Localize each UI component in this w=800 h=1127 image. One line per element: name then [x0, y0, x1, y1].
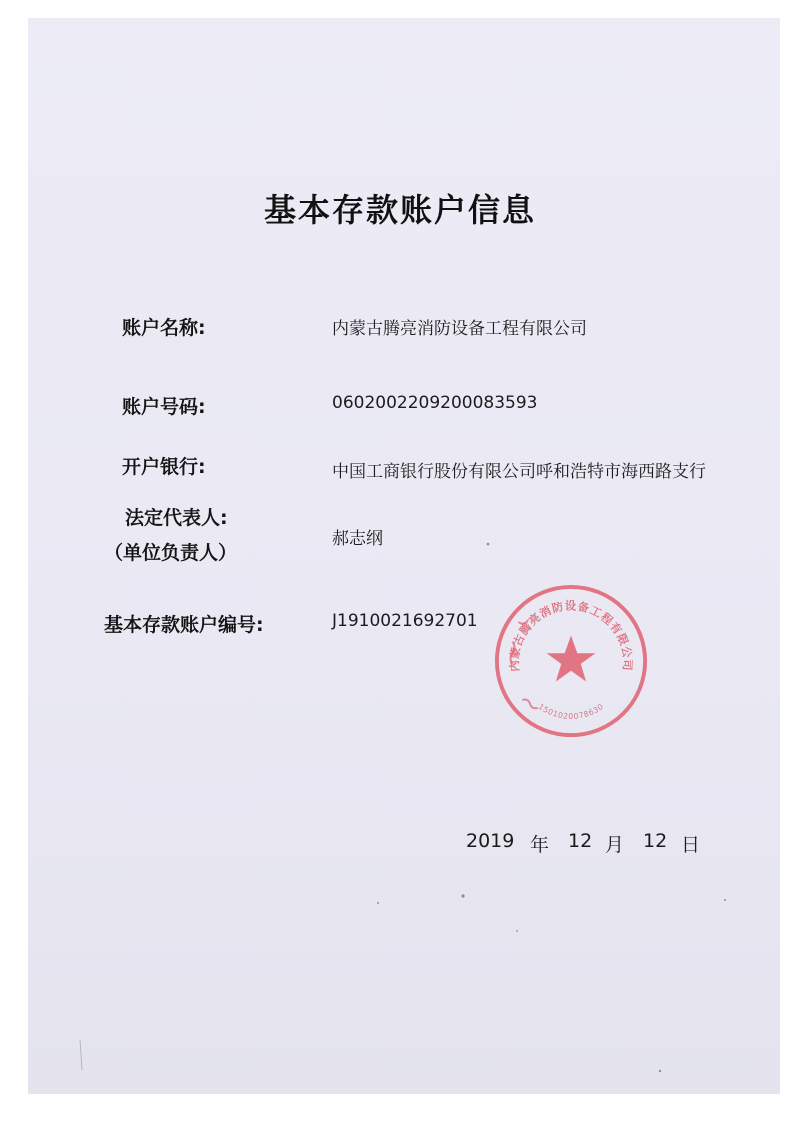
company-seal [493, 583, 649, 739]
date-day: 12 [643, 830, 668, 852]
legal-rep-label: 法定代表人: [125, 507, 228, 529]
account-number-label: 账户号码: [122, 396, 206, 418]
account-name-label: 账户名称: [122, 317, 206, 339]
basic-account-id-value: J1910021692701 [332, 611, 478, 631]
seal-name-text: 内蒙古腾亮消防设备工程有限公司 [508, 599, 634, 672]
bank-label: 开户银行: [122, 456, 206, 478]
basic-account-id-label: 基本存款账户编号: [104, 614, 264, 636]
date-year: 2019 [466, 830, 515, 852]
account-number-value: 0602002209200083593 [332, 393, 538, 413]
svg-text:1501020078630 [537, 702, 606, 721]
legal-rep-sublabel: （单位负责人） [104, 542, 238, 564]
page-title: 基本存款账户信息 [263, 191, 536, 229]
date-year-unit: 年 [530, 834, 550, 856]
star-icon [547, 636, 596, 682]
date-day-unit: 日 [681, 834, 701, 856]
seal-number-text: 1501020078630 [536, 701, 606, 721]
legal-rep-value: 郝志纲 [332, 529, 383, 549]
date-month-unit: 月 [605, 834, 625, 856]
account-name-value: 内蒙古腾亮消防设备工程有限公司 [332, 319, 587, 339]
bank-value: 中国工商银行股份有限公司呼和浩特市海西路支行 [332, 462, 706, 482]
date-month: 12 [568, 830, 593, 852]
